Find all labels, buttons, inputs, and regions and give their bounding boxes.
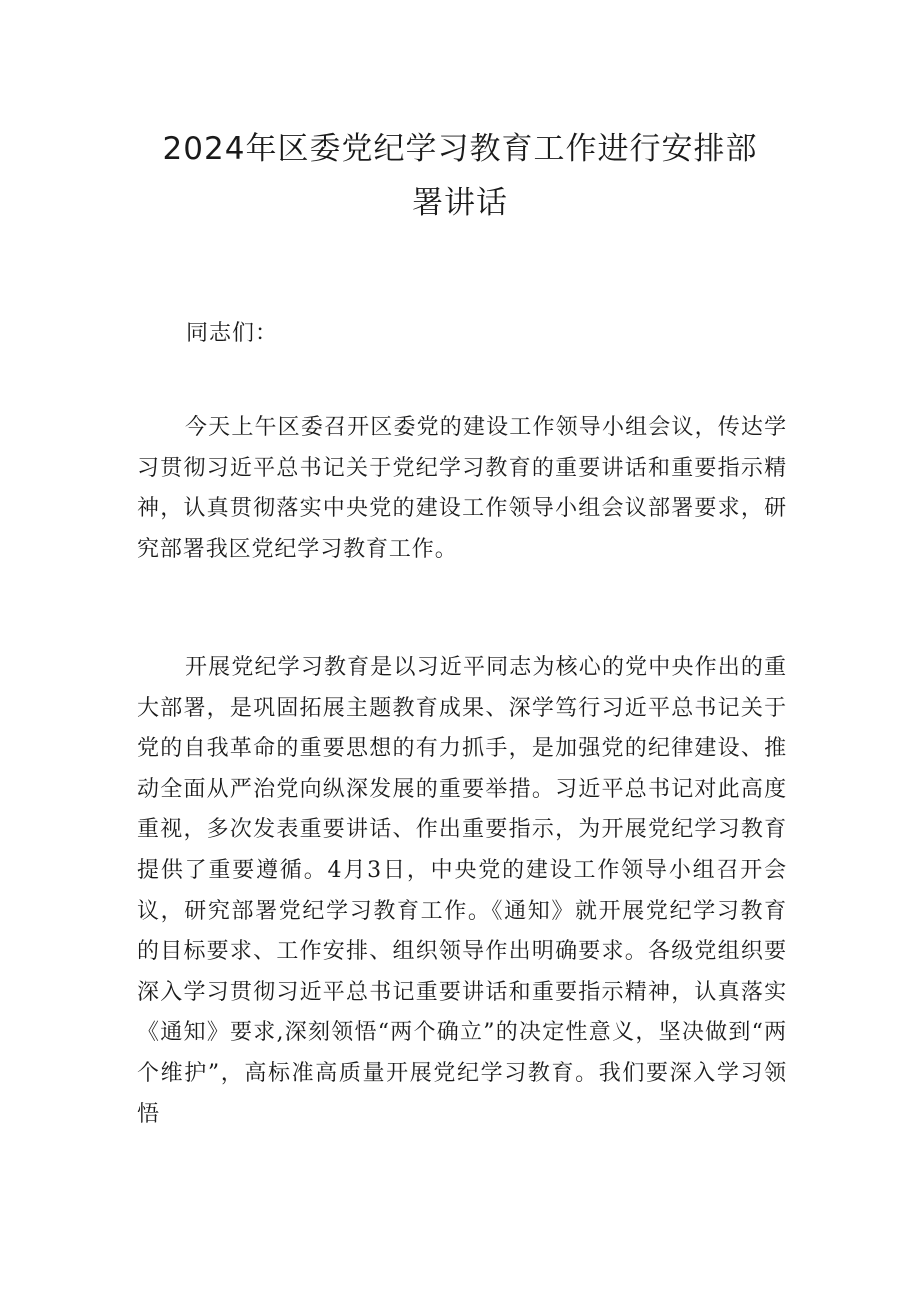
paragraph-1: 今天上午区委召开区委党的建设工作领导小组会议，传达学习贯彻习近平总书记关于党纪学习教育的重要讲话和重要指示精神，认真贯彻落实中央党的建设工作领导小组会议部署要求，研究部署我区党纪学习教育工作。 — [137, 415, 787, 562]
title-line-1: 2024年区委党纪学习教育工作进行安排部 — [162, 131, 758, 167]
document-title — [130, 122, 790, 230]
paragraph-2: 开展党纪学习教育是以习近平同志为核心的党中央作出的重大部署，是巩固拓展主题教育成果、深学笃行习近平总书记关于党的自我革命的重要思想的有力抓手，是加强党的纪律建设、推动全面从严治党向纵深发展的重要举措。习近平总书记对此高度重视，多次发表重要讲话、作出重要指示，为开展党纪学习教育提供了重要遵循。4月3日，中央党的建设工作领导小组召开会议，研究部署党纪学习教育工作。《通知》就开展党纪学习教育的目标要求、工作安排、组织领导作出明确要求。各级党组织要深入学习贯彻习近平总书记重要讲话和重要指示精神，认真落实《通知》要求,深刻领悟“两个确立”的决定性意义，坚决做到“两个维护”，高标准高质量开展党纪学习教育。我们要深入学习领悟 — [137, 655, 787, 1127]
greeting: 同志们： — [186, 321, 279, 346]
title-line-2: 署讲话 — [412, 185, 508, 221]
